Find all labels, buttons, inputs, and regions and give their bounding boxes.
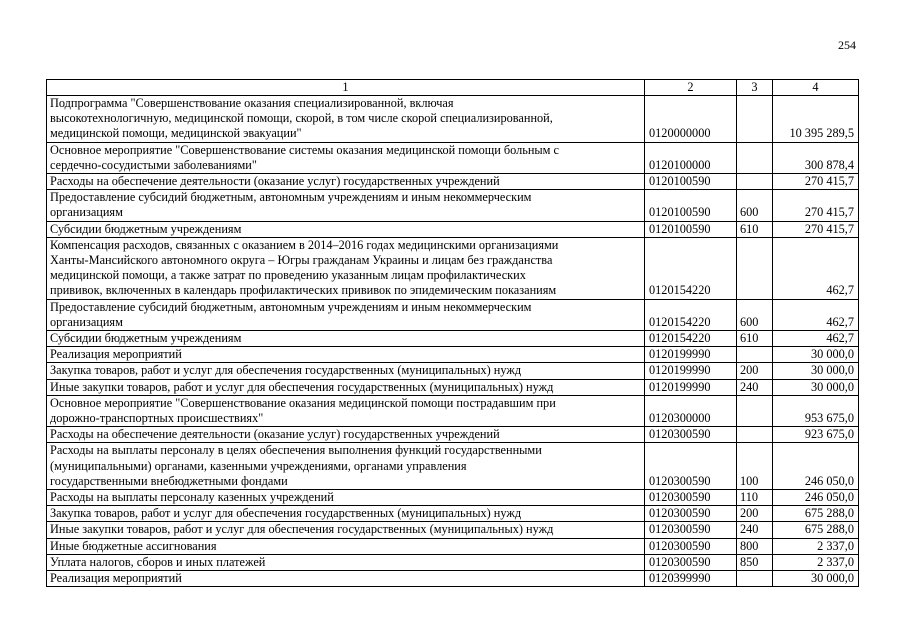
row-description	[47, 443, 645, 490]
row-code: 0120199990	[645, 363, 737, 379]
description-line: Расходы на обеспечение деятельности (оказание услуг) государственных учреждений	[50, 427, 500, 442]
table-row	[47, 237, 859, 299]
row-description	[47, 142, 645, 173]
table-row	[47, 506, 859, 522]
row-amount: 270 415,7	[773, 221, 859, 237]
budget-table	[46, 79, 859, 587]
row-code: 0120154220	[645, 299, 737, 330]
row-code: 0120000000	[645, 96, 737, 143]
header-col-2: 2	[645, 80, 737, 96]
row-type: 850	[737, 554, 773, 570]
description-line: Иные бюджетные ассигнования	[50, 538, 217, 553]
description-line: Субсидии бюджетным учреждениям	[50, 221, 242, 236]
row-type: 110	[737, 490, 773, 506]
description-line: организациям	[50, 205, 123, 220]
table-row	[47, 490, 859, 506]
row-amount: 2 337,0	[773, 554, 859, 570]
row-type	[737, 142, 773, 173]
row-amount: 30 000,0	[773, 379, 859, 395]
row-description	[47, 522, 645, 538]
description-line: организациям	[50, 314, 123, 329]
page-number: 254	[838, 38, 856, 52]
row-description	[47, 331, 645, 347]
row-type	[737, 96, 773, 143]
header-col-4: 4	[773, 80, 859, 96]
row-type: 600	[737, 190, 773, 221]
description-line: медицинской помощи, медицинской эвакуации"	[50, 126, 302, 141]
row-code: 0120300590	[645, 506, 737, 522]
table-row	[47, 427, 859, 443]
row-description	[47, 299, 645, 330]
row-amount: 270 415,7	[773, 174, 859, 190]
row-code: 0120100590	[645, 221, 737, 237]
description-line: Компенсация расходов, связанных с оказанием в 2014–2016 годах медицинскими организациями	[50, 237, 559, 252]
table-body	[47, 96, 859, 587]
row-code: 0120199990	[645, 379, 737, 395]
description-line: Подпрограмма "Совершенствование оказания специализированной, включая	[50, 96, 454, 110]
row-amount: 2 337,0	[773, 538, 859, 554]
description-line: государственными внебюджетными фондами	[50, 473, 288, 488]
row-amount: 462,7	[773, 237, 859, 299]
table-row	[47, 190, 859, 221]
row-amount: 462,7	[773, 331, 859, 347]
row-description	[47, 96, 645, 143]
row-code: 0120399990	[645, 571, 737, 587]
description-line: прививок, включенных в календарь профилактических прививок по эпидемическим показаниям	[50, 283, 557, 298]
table-row	[47, 571, 859, 587]
table-row	[47, 331, 859, 347]
description-line: Иные закупки товаров, работ и услуг для обеспечения государственных (муниципальных) нужд	[50, 522, 554, 537]
row-description	[47, 506, 645, 522]
row-code: 0120300590	[645, 554, 737, 570]
row-type: 610	[737, 331, 773, 347]
row-description	[47, 190, 645, 221]
description-line: Расходы на выплаты персоналу в целях обеспечения выполнения функций государственными	[50, 443, 542, 458]
row-amount: 462,7	[773, 299, 859, 330]
row-description	[47, 237, 645, 299]
row-code: 0120300000	[645, 395, 737, 426]
table-row	[47, 347, 859, 363]
header-col-3: 3	[737, 80, 773, 96]
row-description	[47, 490, 645, 506]
row-code: 0120100590	[645, 190, 737, 221]
description-line: Основное мероприятие "Совершенствование системы оказания медицинской помощи больным с	[50, 142, 559, 157]
description-line: Основное мероприятие "Совершенствование оказания медицинской помощи пострадавшим при	[50, 395, 556, 410]
row-code: 0120154220	[645, 331, 737, 347]
row-type: 200	[737, 363, 773, 379]
row-amount: 953 675,0	[773, 395, 859, 426]
row-type	[737, 571, 773, 587]
row-description	[47, 379, 645, 395]
row-description	[47, 174, 645, 190]
row-type: 200	[737, 506, 773, 522]
row-type	[737, 237, 773, 299]
row-type: 610	[737, 221, 773, 237]
table-row	[47, 538, 859, 554]
description-line: (муниципальными) органами, казенными учреждениями, органами управления	[50, 458, 467, 473]
table-row	[47, 395, 859, 426]
row-description	[47, 347, 645, 363]
row-type	[737, 347, 773, 363]
row-code: 0120300590	[645, 522, 737, 538]
description-line: Субсидии бюджетным учреждениям	[50, 331, 242, 346]
row-amount: 10 395 289,5	[773, 96, 859, 143]
table-row	[47, 142, 859, 173]
description-line: Расходы на выплаты персоналу казенных учреждений	[50, 490, 334, 505]
row-type	[737, 395, 773, 426]
row-amount: 923 675,0	[773, 427, 859, 443]
row-type: 800	[737, 538, 773, 554]
row-description	[47, 363, 645, 379]
row-amount: 675 288,0	[773, 506, 859, 522]
description-line: медицинской помощи, а также затрат по проведению указанным лицам профилактических	[50, 268, 526, 283]
row-amount: 246 050,0	[773, 490, 859, 506]
row-amount: 246 050,0	[773, 443, 859, 490]
description-line: Закупка товаров, работ и услуг для обеспечения государственных (муниципальных) нужд	[50, 506, 522, 521]
description-line: сердечно-сосудистыми заболеваниями"	[50, 157, 257, 172]
table-row	[47, 363, 859, 379]
description-line: дорожно-транспортных происшествиях"	[50, 411, 264, 426]
row-type: 240	[737, 379, 773, 395]
row-amount: 300 878,4	[773, 142, 859, 173]
row-code: 0120300590	[645, 538, 737, 554]
row-type	[737, 427, 773, 443]
description-line: Реализация мероприятий	[50, 571, 182, 586]
row-description	[47, 571, 645, 587]
row-type: 100	[737, 443, 773, 490]
row-description	[47, 395, 645, 426]
table-row	[47, 522, 859, 538]
row-type: 240	[737, 522, 773, 538]
row-type: 600	[737, 299, 773, 330]
row-description	[47, 554, 645, 570]
row-code: 0120100590	[645, 174, 737, 190]
table-row	[47, 379, 859, 395]
table-row	[47, 221, 859, 237]
table-row	[47, 554, 859, 570]
description-line: Иные закупки товаров, работ и услуг для обеспечения государственных (муниципальных) нужд	[50, 379, 554, 394]
row-amount: 675 288,0	[773, 522, 859, 538]
row-code: 0120199990	[645, 347, 737, 363]
row-amount: 270 415,7	[773, 190, 859, 221]
table-row	[47, 299, 859, 330]
table-row	[47, 174, 859, 190]
table-row	[47, 443, 859, 490]
row-amount: 30 000,0	[773, 363, 859, 379]
row-code: 0120100000	[645, 142, 737, 173]
row-description	[47, 427, 645, 443]
row-code: 0120300590	[645, 427, 737, 443]
table-row	[47, 96, 859, 143]
row-amount: 30 000,0	[773, 571, 859, 587]
row-code: 0120300590	[645, 443, 737, 490]
row-amount: 30 000,0	[773, 347, 859, 363]
row-code: 0120300590	[645, 490, 737, 506]
row-type	[737, 174, 773, 190]
row-description	[47, 538, 645, 554]
header-row	[47, 80, 859, 96]
description-line: Ханты-Мансийского автономного округа – Югры гражданам Украины и лицам без гражданства	[50, 253, 553, 268]
header-col-1: 1	[47, 80, 645, 96]
description-line: Расходы на обеспечение деятельности (оказание услуг) государственных учреждений	[50, 174, 500, 189]
description-line: Уплата налогов, сборов и иных платежей	[50, 554, 266, 569]
description-line: Реализация мероприятий	[50, 347, 182, 362]
description-line: высокотехнологичную, медицинской помощи, скорой, в том числе скорой специализированной,	[50, 111, 553, 126]
description-line: Предоставление субсидий бюджетным, автономным учреждениям и иным некоммерческим	[50, 190, 532, 205]
description-line: Предоставление субсидий бюджетным, автономным учреждениям и иным некоммерческим	[50, 299, 532, 314]
description-line: Закупка товаров, работ и услуг для обеспечения государственных (муниципальных) нужд	[50, 363, 522, 378]
row-description	[47, 221, 645, 237]
row-code: 0120154220	[645, 237, 737, 299]
